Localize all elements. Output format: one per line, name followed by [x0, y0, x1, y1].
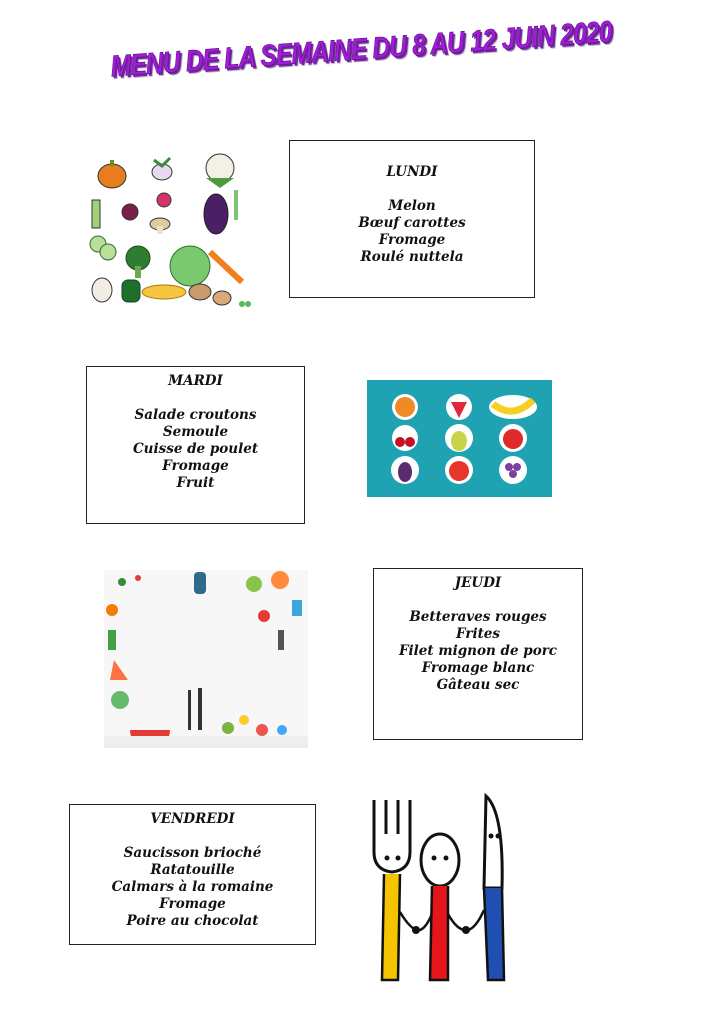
menu-item: Frites [455, 626, 500, 642]
menu-title [109, 12, 613, 88]
menu-item: Saucisson brioché [123, 845, 262, 861]
menu-item: Filet mignon de porc [398, 643, 558, 659]
menu-title-text: MENU DE LA SEMAINE DU 8 AU 12 JUIN 2020 [109, 15, 613, 84]
menu-item: Fruit [176, 475, 215, 491]
menu-item: Roulé nuttela [360, 249, 464, 265]
menu-item: Poire au chocolat [126, 913, 259, 929]
menu-box-jeudi [373, 568, 583, 740]
menu-item: Semoule [162, 424, 229, 440]
food-border-illustration [104, 570, 308, 748]
day-name: VENDREDI [150, 811, 235, 827]
menu-item: Fromage [378, 232, 446, 248]
menu-item: Fromage blanc [421, 660, 535, 676]
menu-box-mardi [86, 366, 305, 524]
menu-item: Bœuf carottes [358, 215, 466, 231]
menu-item: Fromage [162, 458, 229, 474]
menu-item: Gâteau sec [436, 677, 520, 693]
menu-item: Salade croutons [134, 407, 257, 423]
fruits-illustration [367, 380, 552, 497]
day-name: MARDI [168, 373, 223, 389]
menu-item: Calmars à la romaine [111, 879, 274, 895]
day-name: JEUDI [454, 575, 502, 591]
menu-box-lundi [289, 140, 535, 298]
menu-item: Melon [388, 198, 436, 214]
menu-item: Cuisse de poulet [132, 441, 259, 457]
vegetables-illustration [82, 142, 254, 314]
menu-item: Betteraves rouges [409, 609, 547, 625]
menu-item: Fromage [159, 896, 226, 912]
menu-item: Ratatouille [150, 862, 235, 878]
menu-box-vendredi [69, 804, 316, 945]
day-name: LUNDI [386, 164, 438, 180]
cutlery-characters-illustration [360, 792, 520, 988]
